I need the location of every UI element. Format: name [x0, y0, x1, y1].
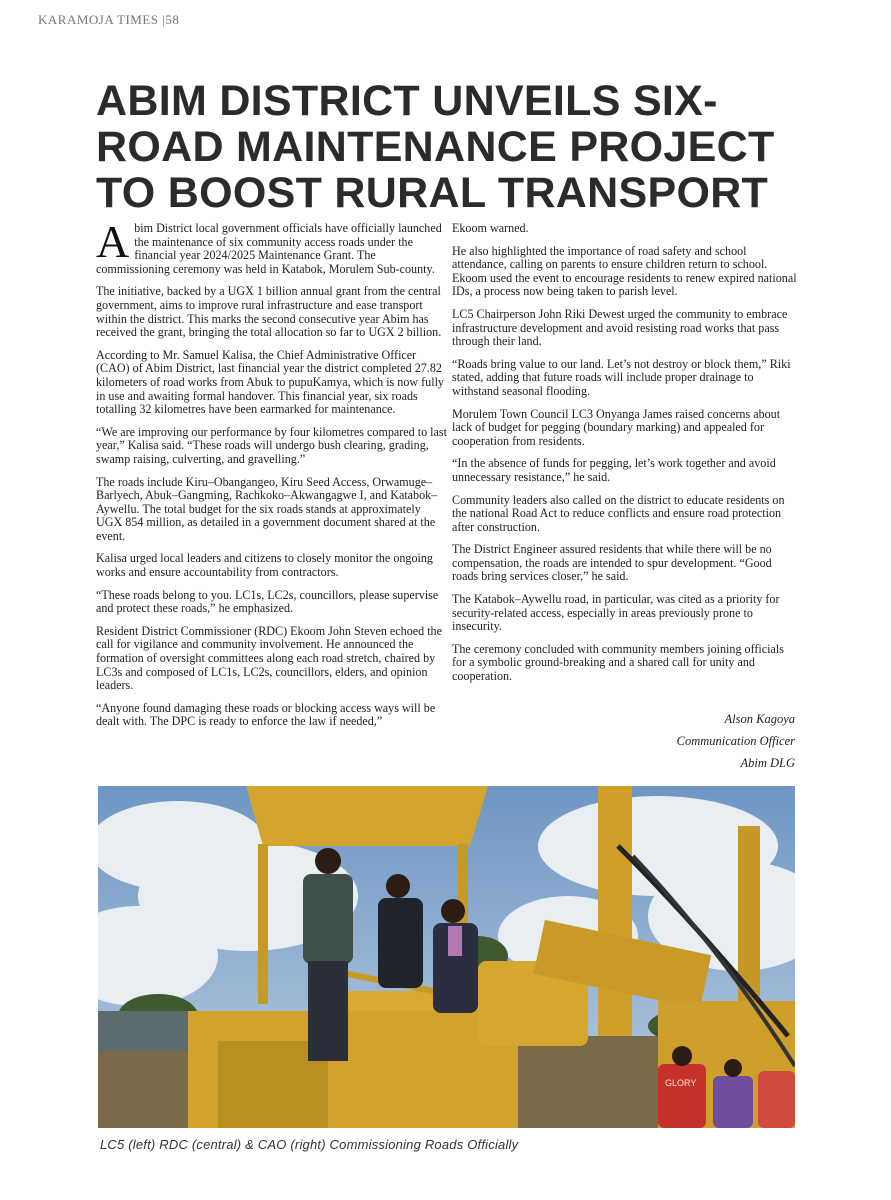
running-head: KARAMOJA TIMES |58	[38, 12, 180, 27]
shirt-text: GLORY	[665, 1078, 697, 1088]
article-paragraph: Community leaders also called on the district to educate residents on the national Road Act to reduce conflicts and ensure road protection after construction.	[452, 492, 785, 534]
article-paragraph: “Anyone found damaging these roads or blocking access ways will be dealt with. The DPC is ready to enforce the law if needed,”	[96, 700, 436, 729]
article-paragraph: “Roads bring value to our land. Let’s not destroy or block them,” Riki stated, adding that future roads will include proper drainage to withstand seasonal flooding.	[452, 356, 791, 398]
byline	[677, 708, 795, 774]
article-column-right	[452, 222, 800, 693]
lead-text: bim District local government officials have officially launched the maintenance of six community access roads under the financial year 2024/2025 Maintenance Grant. The commissioning ceremony was held in Katabok, Morulem Sub-county.	[96, 221, 442, 276]
article-paragraph: The Katabok–Aywellu road, in particular, was cited as a priority for security-related access, especially in areas previously prone to insecurity.	[452, 592, 780, 634]
article-paragraph: The ceremony concluded with community members joining officials for a symbolic ground-breaking and a shared call for unity and cooperation.	[452, 641, 784, 684]
article-paragraph: “We are improving our performance by four kilometres compared to last year,” Kalisa said. “These roads will undergo bush clearing, grading, swamp raising, culverting, and gravelling.”	[96, 424, 447, 466]
article-lead-paragraph	[96, 216, 448, 276]
article-paragraph: The District Engineer assured residents that while there will be no compensation, the roads are intended to spur development. “Good roads bring services closer,” he said.	[452, 542, 772, 584]
article-paragraph: Kalisa urged local leaders and citizens to closely monitor the ongoing works and ensure accountability from contractors.	[96, 551, 433, 580]
building	[98, 1011, 188, 1051]
article-paragraph: Ekoom warned.	[452, 221, 529, 235]
article-paragraph: Morulem Town Council LC3 Onyanga James raised concerns about lack of budget for pegging (boundary marking) and appealed for cooperation from residents.	[452, 406, 781, 448]
article-column-left	[96, 216, 448, 738]
article-paragraph: LC5 Chairperson John Riki Dewest urged the community to embrace infrastructure development and avoid resisting road works that pass through their land.	[452, 306, 788, 349]
article-paragraph: He also highlighted the importance of road safety and school attendance, calling on parents to ensure children return to school. Ekoom used the event to encourage residents to renew expired national IDs, a process now being taken to parish level.	[452, 243, 797, 299]
article-paragraph: Resident District Commissioner (RDC) Ekoom John Steven echoed the call for vigilance and community involvement. He announced the formation of oversight committees along each road stretch, chaired by LC3s and composed of LC1s, LC2s, councillors, elders, and opinion leaders.	[96, 623, 442, 693]
article-paragraph: The initiative, backed by a UGX 1 billion annual grant from the central government, aims to improve rural infrastructure and ease transport within the district. This marks the second consecutive year Abim has received the grant, bringing the total allocation so far to UGX 2 billion.	[96, 284, 442, 340]
byline-org: Abim DLG	[740, 756, 795, 770]
byline-title: Communication Officer	[676, 734, 795, 748]
article-paragraph: The roads include Kiru–Obangangeo, Kiru Seed Access, Orwamuge–Barlyech, Abuk–Gangming, Rachkoko–Akwangagwe I, and Katabok–Aywellu. The total budget for the six roads stands at approximately UGX 854 million, as detailed in a government document shared at the event.	[96, 474, 438, 543]
drop-cap: A	[96, 216, 130, 267]
byline-name: Alson Kagoya	[724, 712, 795, 726]
article-paragraph: “In the absence of funds for pegging, let’s work together and avoid unnecessary resistance,” he said.	[452, 456, 776, 484]
commissioning-photo	[98, 786, 795, 1128]
photo-caption: LC5 (left) RDC (central) & CAO (right) Commissioning Roads Officially	[100, 1137, 519, 1152]
article-paragraph: According to Mr. Samuel Kalisa, the Chief Administrative Officer (CAO) of Abim District, last financial year the district completed 27.82 kilometers of road works from Abuk to pupuKamya, which is now fully in use and awaiting formal handover. This financial year, six roads totalling 32 kilometres have been earmarked for maintenance.	[96, 347, 444, 417]
article-paragraph: “These roads belong to you. LC1s, LC2s, councillors, please supervise and protect these roads,” he emphasized.	[96, 587, 439, 616]
photo-illustration	[98, 786, 795, 1128]
headline: ABIM DISTRICT UNVEILS SIX-ROAD MAINTENANCE PROJECT TO BOOST RURAL TRANSPORT	[96, 77, 775, 217]
